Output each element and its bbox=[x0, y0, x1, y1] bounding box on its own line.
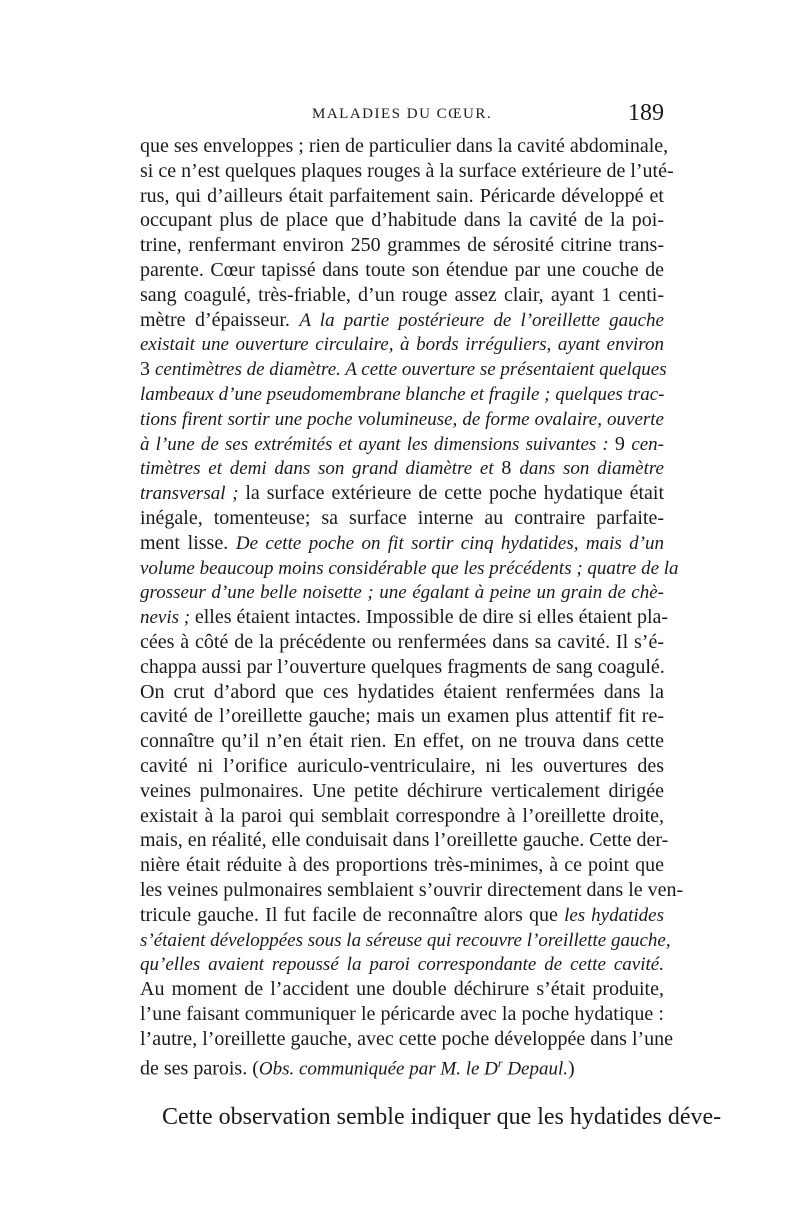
text-line bbox=[140, 680, 664, 705]
text-line bbox=[140, 208, 664, 233]
italic-text: les hydatides bbox=[564, 904, 664, 926]
text-line bbox=[140, 258, 664, 283]
running-title: MALADIES DU CŒUR. bbox=[312, 106, 493, 122]
text-line bbox=[140, 754, 664, 779]
text-line bbox=[140, 903, 664, 928]
text-segment: occupant plus de place que d’habitude dans la cavité de la poi- bbox=[140, 209, 664, 232]
text-line bbox=[140, 481, 664, 506]
italic-text: Obs. communiquée par M. le D bbox=[258, 1059, 498, 1081]
italic-text: dans son diamètre bbox=[519, 458, 664, 480]
text-segment: chappa aussi par l’ouverture quelques fragments de sang coagulé. bbox=[140, 655, 665, 678]
text-segment: tricule gauche. Il fut facile de reconnaître alors que bbox=[140, 903, 565, 926]
text-segment: nière était réduite à des proportions très-minimes, à ce point que bbox=[140, 854, 664, 877]
italic-text: nevis ; bbox=[140, 607, 195, 629]
next-paragraph-line: Cette observation semble indiquer que les hydatides déve- bbox=[162, 1104, 722, 1131]
text-segment: cavité de l’oreillette gauche; mais un examen plus attentif fit re- bbox=[140, 705, 664, 728]
text-segment: rus, qui d’ailleurs était parfaitement sain. Péricarde développé et bbox=[140, 184, 664, 207]
text-line bbox=[140, 952, 664, 977]
text-line bbox=[140, 233, 664, 258]
body-paragraph bbox=[140, 134, 722, 1132]
text-line bbox=[140, 1002, 664, 1027]
text-segment: On crut d’abord que ces hydatides étaient renfermées dans la bbox=[140, 680, 664, 703]
running-head bbox=[140, 100, 664, 134]
text-segment: mais, en réalité, elle conduisait dans l’oreillette gauche. Cette der- bbox=[140, 829, 669, 852]
text-segment: que ses enveloppes ; rien de particulier dans la cavité abdominale, bbox=[140, 135, 669, 157]
paragraph-gap bbox=[140, 1076, 664, 1102]
text-line bbox=[140, 184, 664, 209]
page-number: 189 bbox=[628, 100, 664, 126]
italic-text: A la partie postérieure de l’oreillette gauche bbox=[299, 309, 664, 331]
text-segment: 9 bbox=[614, 432, 632, 455]
text-segment: la surface extérieure de cette poche hydatique était bbox=[245, 482, 665, 505]
italic-text: lambeaux d’une pseudomembrane blanche et fragile ; quelques trac- bbox=[140, 383, 665, 405]
italic-text: timètres et demi dans son grand diamètre et bbox=[140, 458, 502, 480]
text-line bbox=[140, 432, 664, 457]
text-line bbox=[140, 729, 664, 754]
italic-text: r bbox=[497, 1056, 503, 1071]
text-line bbox=[140, 1027, 674, 1052]
text-line bbox=[140, 332, 664, 357]
text-line bbox=[140, 580, 664, 605]
text-line bbox=[140, 308, 664, 333]
text-line bbox=[140, 456, 664, 481]
italic-text: Depaul. bbox=[502, 1059, 569, 1081]
text-line bbox=[140, 556, 679, 581]
text-segment: connaître qu’il n’en était rien. En effet, on ne trouva dans cette bbox=[140, 730, 664, 753]
text-line bbox=[140, 804, 664, 829]
italic-text: s’étaient développées sous la séreuse qui recouvre l’oreillette gauche, bbox=[140, 929, 671, 951]
italic-text: existait une ouverture circulaire, à bords irréguliers, ayant environ bbox=[140, 334, 664, 356]
text-segment: cavité ni l’orifice auriculo-ventriculaire, ni les ouvertures des bbox=[140, 754, 664, 777]
text-line bbox=[140, 134, 669, 159]
text-segment: parente. Cœur tapissé dans toute son étendue par une couche de bbox=[140, 258, 664, 281]
text-line bbox=[140, 357, 667, 382]
italic-text: cen- bbox=[631, 433, 665, 455]
text-line bbox=[140, 506, 664, 531]
text-segment: de ses parois. ( bbox=[140, 1058, 259, 1081]
italic-text: volume beaucoup moins considérable que les précédents ; quatre de la bbox=[140, 557, 679, 579]
italic-text: tions firent sortir une poche volumineuse, de forme ovalaire, ouverte bbox=[140, 408, 664, 430]
text-segment: si ce n’est quelques plaques rouges à la surface extérieure de l’uté- bbox=[140, 159, 674, 182]
text-segment: inégale, tomenteuse; sa surface interne au contraire parfaite- bbox=[140, 506, 664, 529]
italic-text: transversal ; bbox=[140, 483, 246, 505]
italic-text: grosseur d’une belle noisette ; une égalant à peine un grain de chè- bbox=[140, 582, 664, 604]
text-segment: trine, renfermant environ 250 grammes de sérosité citrine trans- bbox=[140, 234, 664, 257]
text-line bbox=[140, 1051, 664, 1081]
text-segment: l’une faisant communiquer le péricarde avec la poche hydatique : bbox=[140, 1002, 664, 1025]
text-segment: ment lisse. bbox=[140, 531, 236, 554]
italic-text: centimètres de diamètre. A cette ouverture se présentaient quelques bbox=[155, 359, 667, 381]
italic-text: qu’elles avaient repoussé la paroi correspondante de cette cavité. bbox=[140, 954, 664, 976]
text-line bbox=[140, 828, 669, 853]
text-line bbox=[140, 704, 664, 729]
italic-text: De cette poche on fit sortir cinq hydatides, mais d’un bbox=[235, 532, 664, 554]
text-segment: 8 bbox=[501, 457, 520, 480]
text-line bbox=[140, 779, 664, 804]
text-segment: mètre d’épaisseur. bbox=[140, 308, 300, 331]
text-line bbox=[140, 853, 664, 878]
text-segment: sang coagulé, très-friable, d’un rouge assez clair, ayant 1 centi- bbox=[140, 283, 664, 306]
text-line bbox=[140, 283, 664, 308]
text-line bbox=[140, 928, 671, 953]
text-line bbox=[140, 655, 664, 680]
text-line bbox=[140, 531, 664, 556]
text-line bbox=[140, 977, 664, 1002]
text-segment: ) bbox=[568, 1058, 575, 1081]
text-segment: cées à côté de la précédente ou renfermées dans sa cavité. Il s’é- bbox=[140, 630, 664, 653]
text-segment: elles étaient intactes. Impossible de dire si elles étaient pla- bbox=[194, 606, 669, 629]
text-line bbox=[140, 605, 669, 630]
text-line bbox=[140, 630, 664, 655]
italic-text: à l’une de ses extrémités et ayant les dimensions suivantes : bbox=[140, 433, 615, 455]
text-segment: l’autre, l’oreillette gauche, avec cette poche développée dans l’une bbox=[140, 1027, 674, 1050]
text-segment: 3 bbox=[140, 358, 155, 381]
text-segment: Au moment de l’accident une double déchirure s’était produite, bbox=[140, 978, 664, 1001]
text-line bbox=[140, 878, 684, 903]
text-line bbox=[140, 159, 674, 184]
text-line bbox=[140, 382, 664, 407]
text-line bbox=[140, 407, 664, 432]
text-segment: existait à la paroi qui semblait correspondre à l’oreillette droite, bbox=[140, 804, 664, 827]
text-segment: les veines pulmonaires semblaient s’ouvrir directement dans le ven- bbox=[140, 878, 684, 901]
text-segment: veines pulmonaires. Une petite déchirure verticalement dirigée bbox=[140, 779, 664, 802]
